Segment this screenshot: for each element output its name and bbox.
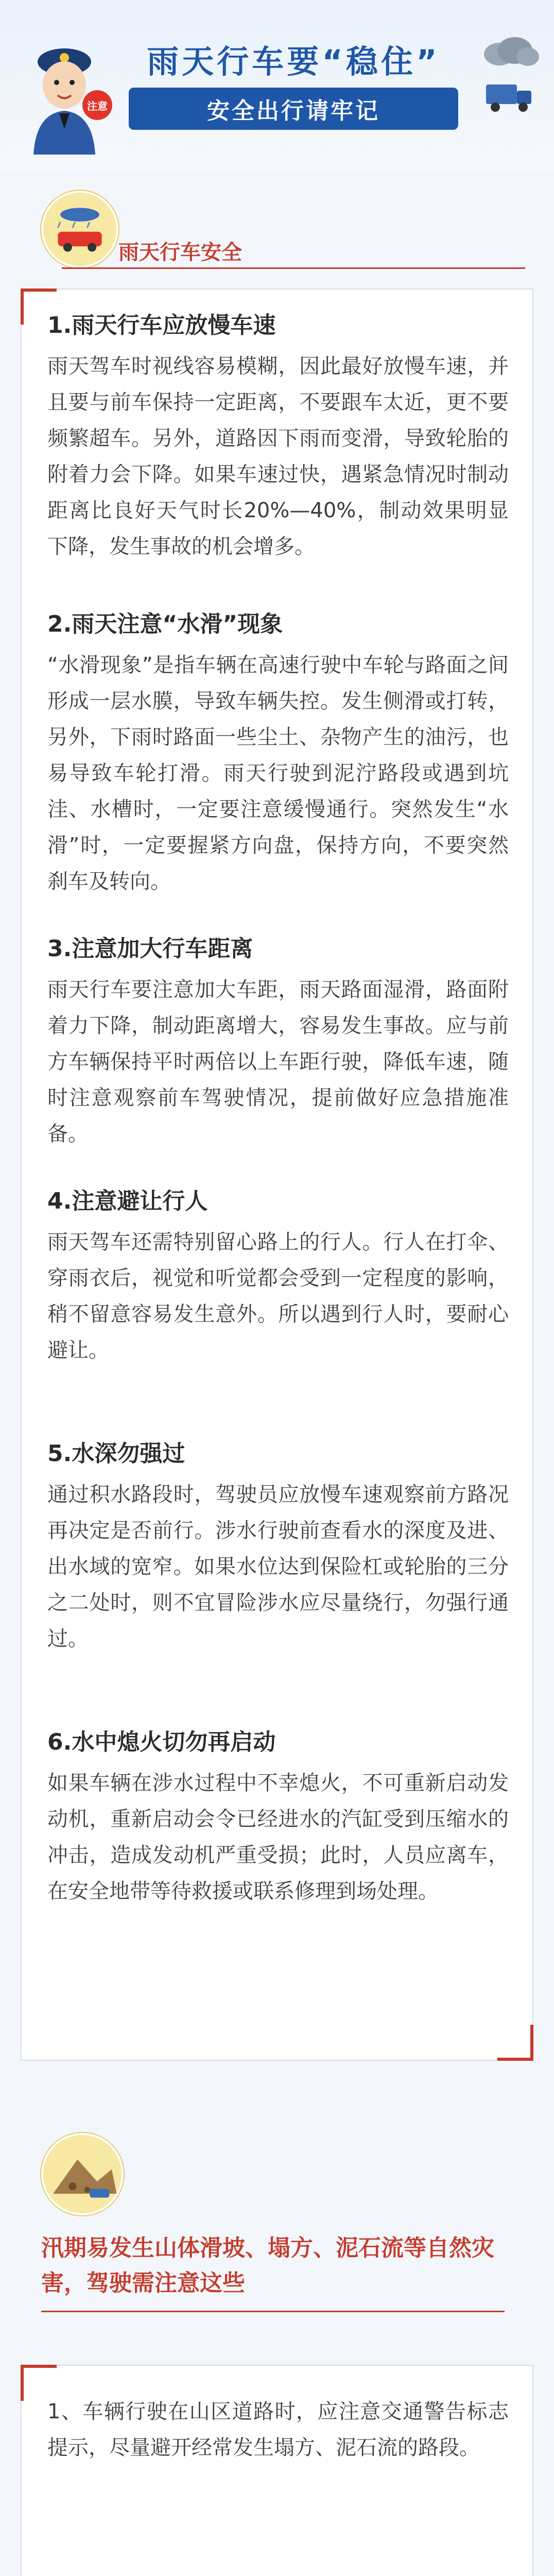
- disaster-tip: [47, 2386, 509, 2466]
- tip-title: 4.注意避让行人: [47, 1188, 208, 1214]
- notice-badge: 注意: [82, 90, 112, 120]
- section-header-rain-driving: [21, 191, 533, 278]
- subtitle-bar: [129, 88, 458, 130]
- header-banner: [0, 0, 554, 170]
- tip-title: 3.注意加大行车距离: [47, 936, 253, 962]
- page-subtitle: 安全出行请牢记: [207, 98, 380, 124]
- tip-item: [47, 1186, 509, 1368]
- tip-body: 雨天驾车还需特别留心路上的行人。行人在打伞、穿雨衣后，视觉和听觉都会受到一定程度的影响，稍不留意容易发生意外。所以遇到行人时，要耐心避让。: [47, 1230, 509, 1362]
- section-divider: [41, 2311, 505, 2312]
- tip-item: [47, 1727, 509, 1909]
- tip-body: 雨天行车要注意加大车距，雨天路面湿滑，路面附着力下降，制动距离增大，容易发生事故。应与前方车辆保持平时两倍以上车距行驶，降低车速，随时注意观察前车驾驶情况，提前做好应急措施准备。: [47, 978, 509, 1146]
- tip-title: 6.水中熄火切勿再启动: [47, 1729, 276, 1755]
- corner-decoration: [497, 2025, 533, 2061]
- tip-body: 雨天驾车时视线容易模糊，因此最好放慢车速，并且要与前车保持一定距离，不要跟车太近，更不要频繁超车。另外，道路因下雨而变滑，导致轮胎的附着力会下降。如果车速过快，遇紧急情况时制动距离比良好天气时长20%—40%，制动效果明显下降，发生事故的机会增多。: [47, 354, 509, 558]
- page-title: 雨天行车要“稳住”: [147, 43, 440, 80]
- tip-title: 5.水深勿强过: [47, 1440, 185, 1467]
- section-title: 雨天行车安全: [118, 241, 242, 264]
- rain-driving-card: [21, 289, 533, 2061]
- tip-body: 如果车辆在涉水过程中不幸熄火，不可重新启动发动机，重新启动会令已经进水的汽缸受到压缩水的冲击，造成发动机严重受损；此时，人员应离车，在安全地带等待救援或联系修理到场处理。: [47, 1771, 509, 1903]
- tip-body: “水滑现象”是指车辆在高速行驶中车轮与路面之间形成一层水膜，导致车辆失控。发生侧滑或打转，另外，下雨时路面一些尘土、杂物产生的油污，也易导致车轮打滑。雨天行驶到泥泞路段或遇到坑洼、水槽时，一定要注意缓慢通行。突然发生“水滑”时，一定要握紧方向盘，保持方向，不要突然刹车及转向。: [47, 653, 509, 893]
- tip-title: 1.雨天行车应放慢车速: [47, 312, 276, 338]
- tip-item: [47, 310, 509, 565]
- landslide-icon: [41, 2133, 124, 2215]
- tip-item: [47, 609, 509, 900]
- tip-title: 2.雨天注意“水滑”现象: [47, 611, 283, 637]
- section-title: 汛期易发生山体滑坡、塌方、泥石流等自然灾害，驾驶需注意这些: [41, 2235, 494, 2296]
- tip-item: [47, 1438, 509, 1657]
- rain-cloud-icon: [479, 36, 541, 72]
- disaster-tips-card: [21, 2365, 533, 2576]
- section-header-natural-disasters: [21, 2133, 533, 2329]
- truck-icon: [484, 77, 533, 113]
- tip-item: [47, 934, 509, 1152]
- tip-body: 通过积水路段时，驾驶员应放慢车速观察前方路况再决定是否前行。涉水行驶前查看水的深度及进、出水域的宽窄。如果水位达到保险杠或轮胎的三分之二处时，则不宜冒险涉水应尽量绕行，勿强行通过。: [47, 1483, 509, 1651]
- disaster-tip-text: 1、车辆行驶在山区道路时，应注意交通警告标志提示，尽量避开经常发生塌方、泥石流的路段。: [47, 2400, 509, 2460]
